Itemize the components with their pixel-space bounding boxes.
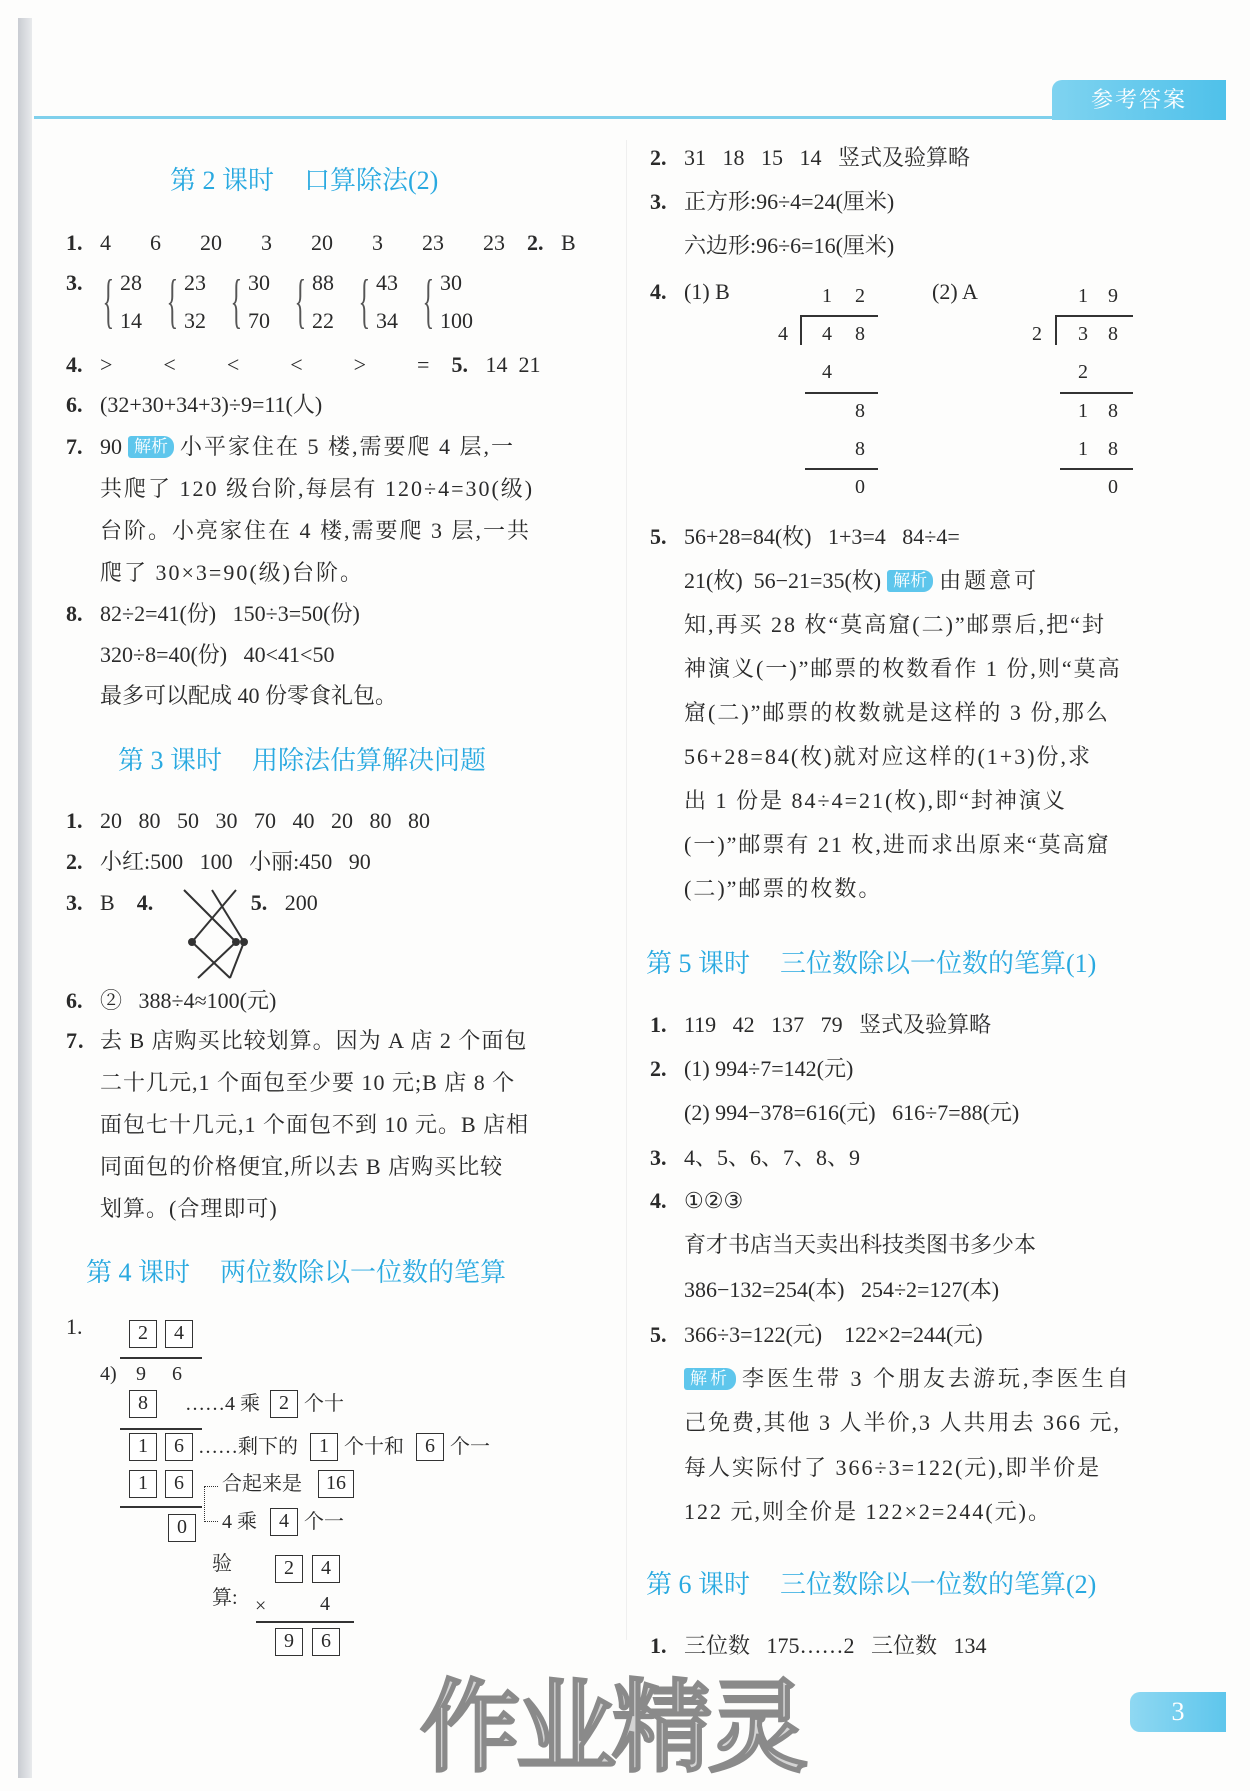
q-text: 200 — [284, 890, 318, 915]
brace-pair: { 30 70 — [248, 264, 270, 340]
q-text: 爬了 30×3=90(级)台阶。 — [100, 560, 364, 585]
answer-6 — [66, 986, 276, 1016]
answer-7 — [66, 1026, 527, 1056]
brace-pair: { 88 22 — [312, 264, 334, 340]
lesson-2-title — [170, 160, 438, 197]
q-num: 2. — [650, 1056, 667, 1081]
lesson-name: 三位数除以一位数的笔算(2) — [780, 1570, 1097, 1599]
step-digit: 8 — [1108, 438, 1118, 460]
q-num: 3. — [650, 1145, 667, 1170]
q-text: B — [100, 890, 115, 915]
quotient-digit: 9 — [1108, 285, 1118, 307]
q-text: 己免费,其他 3 人半价,3 人共用去 366 元, — [684, 1410, 1122, 1435]
answer-5 — [650, 522, 960, 552]
answer-3 — [66, 268, 100, 298]
lesson-3-title — [118, 740, 486, 777]
answer-4 — [66, 350, 540, 380]
q-text: 正方形:96÷4=24(厘米) — [684, 189, 895, 214]
subtraction-rule — [120, 1506, 202, 1508]
q-num: 1. — [650, 1012, 667, 1037]
brace-pair: { 30 100 — [440, 264, 473, 340]
q-text: 窟(二)”邮票的枚数就是这样的 3 份,那么 — [684, 700, 1110, 725]
step-digit: 8 — [1108, 400, 1118, 422]
answer-3 — [650, 1143, 860, 1173]
q-text: 由题意可 — [939, 568, 1040, 593]
step-digit: 2 — [1078, 361, 1088, 383]
q-num: 4. — [136, 890, 154, 915]
answer-2 — [66, 847, 371, 877]
q-part: (1) B — [684, 279, 730, 304]
answer-6 — [66, 390, 322, 420]
q-num: 7. — [66, 1028, 85, 1053]
pair-top: 88 — [312, 270, 334, 295]
step-digit: 8 — [855, 400, 865, 422]
q-num: 1. — [66, 230, 83, 255]
q-text-line — [684, 566, 1039, 596]
dividend-digit: 6 — [172, 1363, 182, 1385]
check-label: 验 — [212, 1553, 232, 1575]
brace-pair: { 28 14 — [120, 264, 142, 340]
q-text: 56+28=84(枚)就对应这样的(1+3)份,求 — [684, 744, 1093, 769]
divisor: 4) — [100, 1363, 117, 1385]
answer-2 — [650, 1054, 853, 1084]
q-text: 31 18 15 14 竖式及验算略 — [684, 145, 971, 170]
answer-4 — [650, 277, 730, 307]
q-text: 划算。(合理即可) — [100, 1196, 278, 1221]
q-text: 二十几元,1 个面包至少要 10 元;B 店 8 个 — [100, 1070, 516, 1095]
note-box: 2 — [270, 1390, 298, 1418]
q-num: 2. — [66, 849, 83, 874]
q-text: (1) 994÷7=142(元) — [684, 1056, 854, 1081]
q-text: ①②③ — [684, 1188, 744, 1213]
division-bracket — [1055, 315, 1057, 345]
subtraction-rule — [805, 392, 878, 394]
dividend-digit: 4 — [822, 323, 832, 345]
remainder-box: 0 — [168, 1514, 196, 1542]
q-num: 5. — [650, 524, 667, 549]
q-text: 小红:500 100 小丽:450 90 — [100, 849, 371, 874]
q-text: 14 21 — [485, 352, 541, 377]
q-num: 7. — [66, 434, 83, 459]
quotient-digit: 1 — [822, 285, 832, 307]
q-num: 3. — [650, 189, 667, 214]
analysis-badge: 解析 — [887, 570, 933, 592]
q-num: 8. — [66, 601, 83, 626]
pair-bottom: 34 — [376, 308, 398, 333]
subtraction-rule — [805, 468, 878, 470]
q-num: 6. — [66, 392, 83, 417]
q-answer: 90 — [100, 434, 122, 459]
subtraction-rule — [120, 1428, 202, 1430]
q-num: 5. — [250, 890, 268, 915]
q-text: (一)”邮票有 21 枚,进而求出原来“莫高窟 — [684, 832, 1111, 857]
q-num: 6. — [66, 988, 83, 1013]
q-part: (2) A — [932, 279, 978, 304]
subtraction-rule — [1060, 392, 1133, 394]
q-text: 21(枚) 56−21=35(枚) — [684, 568, 882, 593]
lesson-number: 第 6 课时 — [646, 1570, 751, 1599]
dividend-digit: 9 — [136, 1363, 146, 1385]
step-digit: 4 — [822, 361, 832, 383]
division-bracket — [800, 315, 802, 345]
step-box: 1 — [129, 1470, 157, 1498]
division-bar — [1055, 315, 1133, 317]
q-num: 2. — [650, 145, 667, 170]
q-text: 李医生带 3 个朋友去游玩,李医生自 — [742, 1366, 1132, 1391]
answer-3 — [650, 187, 894, 217]
bracket-dots — [204, 1486, 218, 1522]
dividend-digit: 3 — [1078, 323, 1088, 345]
pair-top: 30 — [248, 270, 270, 295]
answer-1 — [650, 1010, 991, 1040]
step-digit: 1 — [1078, 400, 1088, 422]
check-box: 2 — [275, 1555, 303, 1583]
lesson-6-title — [646, 1564, 1096, 1601]
q-num: 1. — [66, 808, 83, 833]
q-text: 320÷8=40(份) 40<41<50 — [100, 642, 335, 667]
q-num: 3. — [66, 270, 83, 295]
q-num: 2. — [527, 230, 544, 255]
divisor: 2 — [1032, 323, 1042, 345]
lesson-4-title — [86, 1252, 506, 1289]
note-text: ……4 乘 — [185, 1393, 260, 1415]
pair-bottom: 22 — [312, 308, 334, 333]
answer-8 — [66, 599, 360, 629]
quotient-digit: 1 — [1078, 285, 1088, 307]
check-box: 6 — [312, 1628, 340, 1656]
q-num: 1. — [66, 1314, 83, 1339]
check-box: 4 — [312, 1555, 340, 1583]
q-text: 4 6 20 3 20 3 23 23 — [100, 230, 505, 255]
times-sign: × — [255, 1595, 267, 1617]
lesson-name: 用除法估算解决问题 — [252, 746, 487, 775]
q-text: 119 42 137 79 竖式及验算略 — [684, 1012, 992, 1037]
division-bar — [800, 315, 878, 317]
answer-5 — [650, 1320, 983, 1350]
q-text: > < < < > = — [100, 352, 430, 377]
header-rule — [34, 116, 1224, 119]
q-text: 三位数 175……2 三位数 134 — [684, 1633, 987, 1658]
q-num: 5. — [451, 352, 468, 377]
divisor: 4 — [778, 323, 788, 345]
lesson-5-title — [646, 943, 1096, 980]
answer-1 — [66, 806, 430, 836]
lesson-number: 第 5 课时 — [646, 949, 751, 978]
q-text: 小平家住在 5 楼,需要爬 4 层,一 — [180, 434, 516, 459]
note-text: 4 乘 — [222, 1511, 257, 1533]
watermark: 作业精灵 — [420, 1669, 804, 1786]
answer-1 — [650, 1631, 987, 1661]
q-num: 4. — [650, 1188, 667, 1213]
note-box: 16 — [318, 1470, 354, 1498]
pair-top: 23 — [184, 270, 206, 295]
multiplier: 4 — [320, 1593, 330, 1615]
dividend-digit: 8 — [855, 323, 865, 345]
q-text: 同面包的价格便宜,所以去 B 店购买比较 — [100, 1154, 504, 1179]
remainder: 0 — [855, 476, 865, 498]
pair-top: 28 — [120, 270, 142, 295]
q-text: 共爬了 120 级台阶,每层有 120÷4=30(级) — [100, 476, 535, 501]
answer-2 — [650, 143, 970, 173]
q-text: (二)”邮票的枚数。 — [684, 876, 883, 901]
note-box: 1 — [310, 1433, 338, 1461]
step-box: 6 — [165, 1433, 193, 1461]
q-text: B — [561, 230, 576, 255]
q-num: 4. — [66, 352, 83, 377]
analysis-badge: 解析 — [684, 1368, 736, 1390]
q-text: (2) 994−378=616(元) 616÷7=88(元) — [684, 1100, 1020, 1125]
lesson-name: 口算除法(2) — [304, 166, 439, 195]
brace-pair: { 43 34 — [376, 264, 398, 340]
note-text: 个十和 — [344, 1436, 404, 1458]
lesson-name: 三位数除以一位数的笔算(1) — [780, 949, 1097, 978]
note-1 — [185, 1390, 260, 1418]
subtraction-rule — [1060, 468, 1133, 470]
note-text: 合起来是 — [222, 1473, 302, 1495]
q-text: 面包七十几元,1 个面包不到 10 元。B 店相 — [100, 1112, 530, 1137]
q-text: 神演义(一)”邮票的枚数看作 1 份,则“莫高 — [684, 656, 1122, 681]
header-tab: 参考答案 — [1052, 80, 1226, 120]
answer-4 — [650, 1186, 743, 1216]
q-num: 4. — [650, 279, 667, 304]
q-text: 366÷3=122(元) 122×2=244(元) — [684, 1322, 983, 1347]
dividend-digit: 8 — [1108, 323, 1118, 345]
q-text: 82÷2=41(份) 150÷3=50(份) — [100, 601, 360, 626]
note-text: ……剩下的 — [198, 1436, 298, 1458]
book-spine — [18, 18, 32, 1778]
q-text: 56+28=84(枚) 1+3=4 84÷4= — [684, 524, 960, 549]
q-text: 20 80 50 30 70 40 20 80 80 — [100, 808, 430, 833]
q-num: 1. — [650, 1633, 667, 1658]
note-text: 个一 — [304, 1511, 344, 1533]
note-box: 6 — [416, 1433, 444, 1461]
multiplication-rule — [256, 1621, 354, 1623]
quotient-box: 2 — [129, 1320, 157, 1348]
division-bar — [120, 1357, 202, 1359]
quotient-digit: 2 — [855, 285, 865, 307]
lesson-number: 第 2 课时 — [170, 166, 275, 195]
q-text: 每人实际付了 366÷3=122(元),即半价是 — [684, 1455, 1102, 1480]
quotient-box: 4 — [165, 1320, 193, 1348]
q-text-line — [684, 1364, 1132, 1394]
q-num: 5. — [650, 1322, 667, 1347]
pair-bottom: 32 — [184, 308, 206, 333]
step-box: 1 — [129, 1433, 157, 1461]
pair-bottom: 14 — [120, 308, 142, 333]
lesson-number: 第 4 课时 — [86, 1258, 191, 1287]
matching-lines-figure — [178, 886, 250, 986]
q-text: 育才书店当天卖出科技类图书多少本 — [684, 1232, 1037, 1257]
pair-bottom: 100 — [440, 308, 473, 333]
remainder: 0 — [1108, 476, 1118, 498]
step-box: 8 — [129, 1390, 157, 1418]
step-digit: 8 — [855, 438, 865, 460]
step-box: 6 — [165, 1470, 193, 1498]
q-text: 出 1 份是 84÷4=21(枚),即“封神演义 — [684, 788, 1067, 813]
note-text: 个十 — [304, 1393, 344, 1415]
q-text: ② 388÷4≈100(元) — [100, 988, 277, 1013]
page-number: 3 — [1130, 1692, 1226, 1732]
q-text: 122 元,则全价是 122×2=244(元)。 — [684, 1499, 1052, 1524]
pair-bottom: 70 — [248, 308, 270, 333]
note-box: 4 — [270, 1508, 298, 1536]
lesson-number: 第 3 课时 — [118, 746, 223, 775]
column-divider — [626, 140, 627, 1640]
lesson-name: 两位数除以一位数的笔算 — [220, 1258, 507, 1287]
q-text: 去 B 店购买比较划算。因为 A 店 2 个面包 — [100, 1028, 528, 1053]
pair-top: 43 — [376, 270, 398, 295]
check-box: 9 — [275, 1628, 303, 1656]
check-label: 算: — [212, 1587, 238, 1609]
q-num: 3. — [66, 890, 83, 915]
step-digit: 1 — [1078, 438, 1088, 460]
note-text: 个一 — [450, 1436, 490, 1458]
q-text: 知,再买 28 枚“莫高窟(二)”邮票后,把“封 — [684, 612, 1106, 637]
q-text: (32+30+34+3)÷9=11(人) — [100, 392, 323, 417]
q-text: 最多可以配成 40 份零食礼包。 — [100, 683, 398, 708]
q-text: 台阶。小亮家住在 4 楼,需要爬 3 层,一共 — [100, 518, 532, 543]
pair-top: 30 — [440, 270, 462, 295]
q-text: 4、5、6、7、8、9 — [684, 1145, 861, 1170]
q-text: 六边形:96÷6=16(厘米) — [684, 233, 895, 258]
answer-1 — [66, 228, 576, 258]
q-text: 386−132=254(本) 254÷2=127(本) — [684, 1277, 1000, 1302]
brace-pair: { 23 32 — [184, 264, 206, 340]
answer-7 — [66, 432, 515, 462]
analysis-badge: 解析 — [128, 436, 174, 458]
